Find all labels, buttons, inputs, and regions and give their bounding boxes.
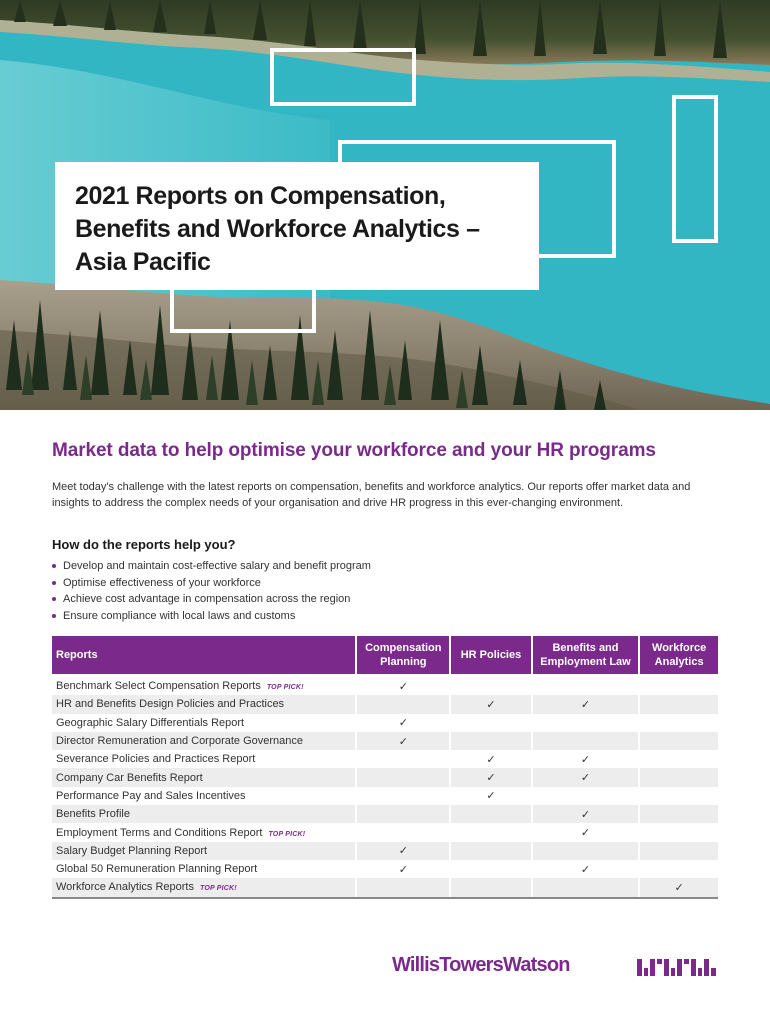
- workforce-analytics-cell: [639, 695, 718, 713]
- hr-policies-cell: [450, 695, 532, 713]
- list-item: Develop and maintain cost-effective salary and benefit program: [52, 558, 371, 575]
- header-comp-line-1: Compensation: [365, 642, 442, 654]
- header-wf-line-1: Workforce: [652, 642, 707, 654]
- hr-policies-cell: [450, 878, 532, 897]
- header-ben-line-2: Employment Law: [540, 656, 631, 668]
- header-workforce-analytics: [639, 636, 718, 674]
- decorative-frame-right: [672, 95, 718, 243]
- report-name-cell: [52, 714, 356, 732]
- report-name-cell: [52, 768, 356, 786]
- benefits-employment-law-cell: [532, 674, 640, 695]
- compensation-planning-cell: [356, 860, 450, 878]
- table-row: [52, 860, 718, 878]
- hr-policies-cell: [450, 674, 532, 695]
- report-name: Company Car Benefits Report: [56, 771, 203, 784]
- checkmark-icon: ✓: [486, 772, 496, 785]
- hero-image: [0, 0, 770, 410]
- report-name: Severance Policies and Practices Report: [56, 753, 256, 766]
- benefits-employment-law-cell: [532, 823, 640, 841]
- benefits-employment-law-cell: [532, 750, 640, 768]
- checkmark-icon: ✓: [580, 827, 591, 840]
- checkmark-icon: ✓: [580, 698, 591, 711]
- report-name-cell: [52, 878, 356, 897]
- wtw-bars-mark-icon: [637, 957, 719, 977]
- table-body: [52, 674, 718, 898]
- top-pick-badge: TOP PICK!: [268, 830, 306, 838]
- header-hr-policies: HR Policies: [450, 636, 532, 674]
- workforce-analytics-cell: [639, 750, 718, 768]
- workforce-analytics-cell: [639, 860, 718, 878]
- report-name-cell: [52, 787, 356, 805]
- checkmark-icon: ✓: [398, 680, 408, 693]
- hr-policies-cell: [450, 768, 532, 786]
- benefits-employment-law-cell: [532, 842, 640, 860]
- table-row: [52, 768, 718, 786]
- table-row: [52, 750, 718, 768]
- table-header-row: [52, 636, 718, 674]
- report-name: Employment Terms and Conditions Report: [56, 826, 263, 839]
- report-name-cell: [52, 674, 356, 695]
- workforce-analytics-cell: [639, 787, 718, 805]
- top-pick-badge: TOP PICK!: [199, 885, 237, 893]
- compensation-planning-cell: [356, 823, 450, 841]
- table-row: [52, 805, 718, 823]
- table-row: [52, 695, 718, 713]
- report-name: Geographic Salary Differentials Report: [56, 716, 245, 729]
- list-item: Ensure compliance with local laws and customs: [52, 608, 371, 625]
- header-reports: Reports: [52, 636, 356, 674]
- list-item: Optimise effectiveness of your workforce: [52, 575, 371, 592]
- compensation-planning-cell: [356, 732, 450, 750]
- report-name-cell: [52, 732, 356, 750]
- benefits-employment-law-cell: [532, 695, 640, 713]
- table-row: [52, 714, 718, 732]
- report-name-cell: [52, 860, 356, 878]
- workforce-analytics-cell: [639, 714, 718, 732]
- report-name: Benefits Profile: [56, 808, 130, 821]
- checkmark-icon: ✓: [674, 881, 684, 894]
- table-row: [52, 878, 718, 897]
- report-name: Performance Pay and Sales Incentives: [56, 789, 246, 802]
- top-pick-badge: TOP PICK!: [266, 684, 304, 692]
- checkmark-icon: ✓: [580, 863, 591, 876]
- page-title: [75, 180, 519, 279]
- workforce-analytics-cell: [639, 674, 718, 695]
- checkmark-icon: ✓: [580, 753, 591, 766]
- brand-wordmark: WillisTowersWatson: [392, 954, 570, 976]
- intro-paragraph: Meet today's challenge with the latest reports on compensation, benefits and workforce analytics. Our reports offer market data and insights to address the complex needs of your organisation and drive HR progress in this ever-changing environment.: [52, 481, 691, 509]
- table-row: [52, 787, 718, 805]
- checkmark-icon: ✓: [580, 808, 591, 821]
- header-compensation-planning: [356, 636, 450, 674]
- table-row: [52, 842, 718, 860]
- checkmark-icon: ✓: [398, 845, 408, 858]
- report-name-cell: [52, 695, 356, 713]
- report-name: Global 50 Remuneration Planning Report: [56, 863, 258, 876]
- table-row: [52, 732, 718, 750]
- workforce-analytics-cell: [639, 805, 718, 823]
- header-wf-line-2: Analytics: [654, 656, 704, 668]
- compensation-planning-cell: [356, 842, 450, 860]
- hr-policies-cell: [450, 842, 532, 860]
- benefits-employment-law-cell: [532, 860, 640, 878]
- report-name-cell: [52, 823, 356, 841]
- checkmark-icon: ✓: [398, 863, 408, 876]
- workforce-analytics-cell: [639, 878, 718, 897]
- table-row: [52, 823, 718, 841]
- compensation-planning-cell: [356, 750, 450, 768]
- list-item: Achieve cost advantage in compensation across the region: [52, 591, 371, 608]
- title-card: [55, 162, 539, 290]
- decorative-frame-top: [270, 48, 416, 106]
- report-name: Benchmark Select Compensation Reports: [56, 680, 261, 693]
- hr-policies-cell: [450, 823, 532, 841]
- hr-policies-cell: [450, 805, 532, 823]
- benefits-employment-law-cell: [532, 768, 640, 786]
- report-name: Director Remuneration and Corporate Governance: [56, 735, 304, 748]
- hr-policies-cell: [450, 714, 532, 732]
- report-name-cell: [52, 805, 356, 823]
- table-row: [52, 674, 718, 695]
- hr-policies-cell: [450, 787, 532, 805]
- report-name: Salary Budget Planning Report: [56, 844, 208, 857]
- checkmark-icon: ✓: [486, 790, 496, 803]
- help-heading: How do the reports help you?: [52, 537, 236, 552]
- section-headline: Market data to help optimise your workforce and your HR programs: [52, 440, 656, 461]
- checkmark-icon: ✓: [486, 698, 496, 711]
- workforce-analytics-cell: [639, 732, 718, 750]
- benefits-employment-law-cell: [532, 714, 640, 732]
- benefits-employment-law-cell: [532, 732, 640, 750]
- benefits-employment-law-cell: [532, 787, 640, 805]
- workforce-analytics-cell: [639, 768, 718, 786]
- compensation-planning-cell: [356, 805, 450, 823]
- report-name-cell: [52, 842, 356, 860]
- benefits-employment-law-cell: [532, 878, 640, 897]
- checkmark-icon: ✓: [486, 753, 496, 766]
- compensation-planning-cell: [356, 878, 450, 897]
- title-line-2: Benefits and Workforce Analytics –: [75, 215, 480, 243]
- compensation-planning-cell: [356, 768, 450, 786]
- title-line-3: Asia Pacific: [75, 248, 211, 276]
- compensation-planning-cell: [356, 695, 450, 713]
- workforce-analytics-cell: [639, 842, 718, 860]
- hr-policies-cell: [450, 732, 532, 750]
- reports-table: [52, 636, 718, 899]
- benefits-list: [52, 558, 371, 624]
- title-line-1: 2021 Reports on Compensation,: [75, 182, 446, 210]
- compensation-planning-cell: [356, 787, 450, 805]
- compensation-planning-cell: [356, 714, 450, 732]
- checkmark-icon: ✓: [580, 772, 591, 785]
- compensation-planning-cell: [356, 674, 450, 695]
- report-name: Workforce Analytics Reports: [56, 881, 194, 894]
- hr-policies-cell: [450, 750, 532, 768]
- header-benefits-employment-law: [532, 636, 640, 674]
- header-ben-line-1: Benefits and: [552, 642, 619, 654]
- checkmark-icon: ✓: [398, 717, 408, 730]
- workforce-analytics-cell: [639, 823, 718, 841]
- report-name: HR and Benefits Design Policies and Practices: [56, 698, 285, 711]
- header-comp-line-2: Planning: [380, 656, 427, 668]
- report-name-cell: [52, 750, 356, 768]
- hr-policies-cell: [450, 860, 532, 878]
- checkmark-icon: ✓: [398, 735, 408, 748]
- benefits-employment-law-cell: [532, 805, 640, 823]
